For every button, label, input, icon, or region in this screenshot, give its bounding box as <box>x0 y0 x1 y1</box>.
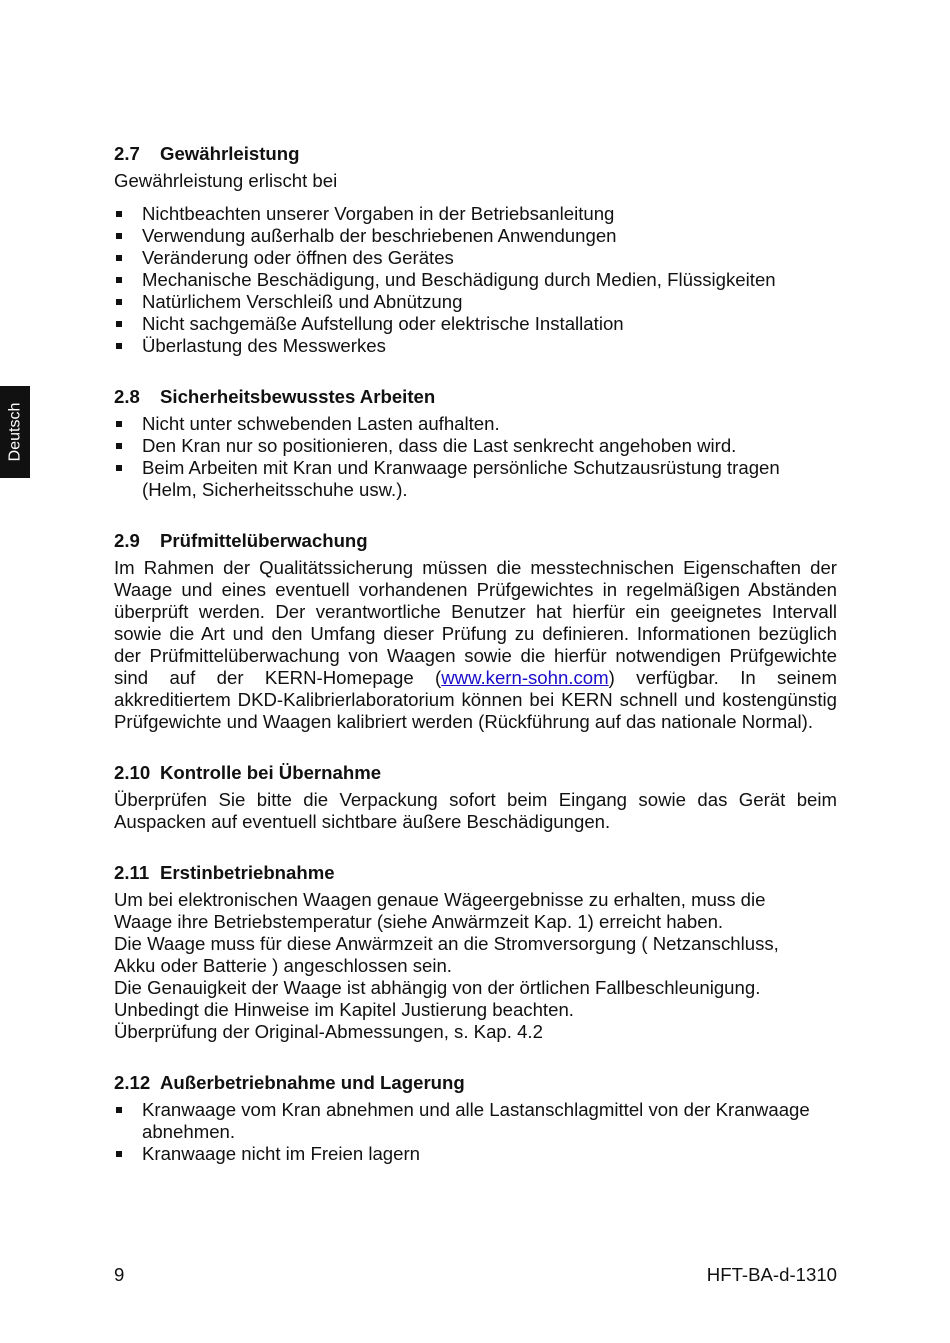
section-number: 2.12 <box>114 1072 151 1093</box>
section-title: Sicherheitsbewusstes Arbeiten <box>160 386 436 407</box>
text-line: Waage ihre Betriebstemperatur (siehe Anwärmzeit Kap. 1) erreicht haben. <box>114 911 724 932</box>
list-item: Veränderung oder öffnen des Gerätes <box>114 247 837 269</box>
list-item: Kranwaage nicht im Freien lagern <box>114 1143 837 1165</box>
section-text: Überprüfen Sie bitte die Verpackung sofort beim Eingang sowie das Gerät beim Auspacken auf eventuell sichtbare äußere Beschädigungen. <box>114 789 837 832</box>
text-line: Die Genauigkeit der Waage ist abhängig von der örtlichen Fallbeschleunigung. <box>114 977 761 998</box>
section-number: 2.9 <box>114 530 140 551</box>
section-number: 2.8 <box>114 386 140 407</box>
list-item: Verwendung außerhalb der beschriebenen Anwendungen <box>114 225 837 247</box>
list-item: Mechanische Beschädigung, und Beschädigung durch Medien, Flüssigkeiten <box>114 269 837 291</box>
section-heading <box>114 530 837 552</box>
list-item: Beim Arbeiten mit Kran und Kranwaage persönliche Schutzausrüstung tragen (Helm, Sicherheitsschuhe usw.). <box>114 457 837 501</box>
list-item: Natürlichem Verschleiß und Abnützung <box>114 291 837 313</box>
section-2-8 <box>114 386 837 501</box>
section-number: 2.11 <box>114 862 150 883</box>
section-intro: Gewährleistung erlischt bei <box>114 170 338 191</box>
section-heading <box>114 386 837 408</box>
section-2-11 <box>114 862 837 1043</box>
list-item: Den Kran nur so positionieren, dass die Last senkrecht angehoben wird. <box>114 435 837 457</box>
language-label: Deutsch <box>6 402 24 462</box>
section-text <box>114 557 837 733</box>
text-line: Akku oder Batterie ) angeschlossen sein. <box>114 955 452 976</box>
safety-list <box>114 413 837 501</box>
warranty-list <box>114 203 837 357</box>
list-item: Überlastung des Messwerkes <box>114 335 837 357</box>
section-number: 2.10 <box>114 762 151 783</box>
page-number: 9 <box>114 1264 125 1285</box>
section-heading <box>114 862 837 884</box>
section-number: 2.7 <box>114 143 140 164</box>
page-content <box>114 143 837 1165</box>
section-title: Erstinbetriebnahme <box>160 862 335 883</box>
section-2-12 <box>114 1072 837 1165</box>
text-line: Die Waage muss für diese Anwärmzeit an die Stromversorgung ( Netzanschluss, <box>114 933 779 954</box>
section-2-10 <box>114 762 837 833</box>
section-heading <box>114 1072 837 1094</box>
list-item: Nicht sachgemäße Aufstellung oder elektrische Installation <box>114 313 837 335</box>
section-title: Kontrolle bei Übernahme <box>160 762 382 783</box>
text-after-link: ) verfügbar. In seinem akkreditiertem DKD-Kalibrierlaboratorium können bei KERN schnell und kostengünstig Prüfgewichte und Waagen kalibriert werden (Rückführung auf das nationale Normal). <box>114 667 837 732</box>
kern-homepage-link[interactable]: www.kern-sohn.com <box>441 667 609 688</box>
section-heading <box>114 762 837 784</box>
document-code: HFT-BA-d-1310 <box>706 1264 837 1285</box>
list-item: Kranwaage vom Kran abnehmen und alle Lastanschlagmittel von der Kranwaage abnehmen. <box>114 1099 837 1143</box>
section-lines <box>114 889 837 1043</box>
language-side-tab <box>0 386 30 478</box>
storage-list <box>114 1099 837 1165</box>
section-2-9 <box>114 530 837 733</box>
text-before-link: Im Rahmen der Qualitätssicherung müssen die messtechnischen Eigenschaften der Waage und eines eventuell vorhandenen Prüfgewichtes in regelmäßigen Abständen überprüft werden. Der verantwortliche Benutzer hat hierfür ein geeignetes Intervall sowie die Art und den Umfang dieser Prüfung zu definieren. Informationen bezüglich der Prüfmittelüberwachung von Waagen sowie die hierfür notwendigen Prüfgewichte sind auf der KERN-Homepage ( <box>114 557 837 688</box>
list-item: Nicht unter schwebenden Lasten aufhalten. <box>114 413 837 435</box>
list-item: Nichtbeachten unserer Vorgaben in der Betriebsanleitung <box>114 203 837 225</box>
section-heading <box>114 143 837 165</box>
section-title: Prüfmittelüberwachung <box>160 530 368 551</box>
section-2-7 <box>114 143 837 357</box>
text-line: Um bei elektronischen Waagen genaue Wägeergebnisse zu erhalten, muss die <box>114 889 766 910</box>
section-title: Gewährleistung <box>160 143 300 164</box>
text-line: Unbedingt die Hinweise im Kapitel Justierung beachten. <box>114 999 574 1020</box>
text-line: Überprüfung der Original-Abmessungen, s. Kap. 4.2 <box>114 1021 543 1042</box>
section-title: Außerbetriebnahme und Lagerung <box>160 1072 465 1093</box>
